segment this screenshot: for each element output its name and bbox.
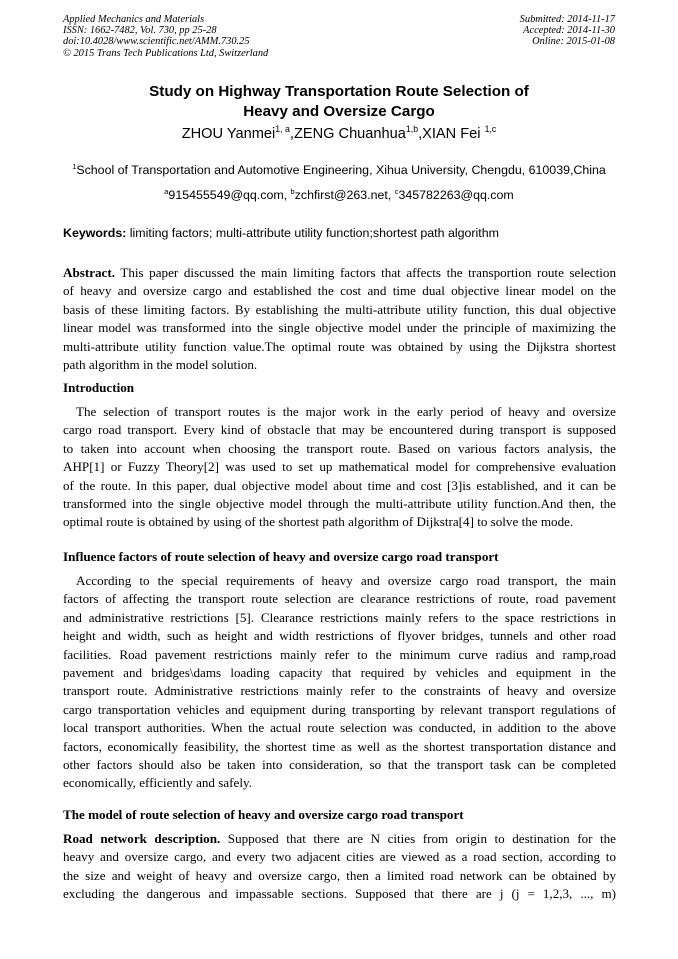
- abstract-line: linear model was transformed into the single objective model under the principle of maximizing the: [63, 320, 616, 336]
- email-sep: ,: [283, 188, 291, 202]
- paragraph-line: other factors should also be taken into consideration, so that the transport task can be completed: [63, 756, 616, 772]
- journal-name: Applied Mechanics and Materials: [63, 14, 205, 25]
- paragraph-line: transformed into the single objective model through the multi-attribute utility function.And then, the: [63, 495, 616, 511]
- paragraph-line: heavy and oversize cargo, and every two adjacent cities are viewed as a road section, according to: [63, 849, 616, 865]
- keywords: [63, 225, 499, 241]
- paragraph-line: facilities. Road pavement restrictions mainly refer to the minimum curve radius and ramp,road: [63, 646, 616, 662]
- paragraph-text: Supposed that there are N cities from origin to destination for the: [220, 831, 616, 846]
- paragraph-line: transport route. Administrative restrictions mainly refer to the constraints of heavy and oversize: [63, 683, 616, 699]
- author-sep: ,: [418, 126, 423, 142]
- paper-title: [0, 82, 678, 122]
- author-list: [0, 125, 678, 143]
- abstract-line: multi-attribute utility function value.The optimal route was obtained by using the Dijkstra shortest: [63, 338, 616, 354]
- keywords-text: limiting factors; multi-attribute utility function;shortest path algorithm: [126, 226, 499, 240]
- journal-doi: doi:10.4028/www.scientific.net/AMM.730.25: [63, 36, 250, 48]
- model-body: [63, 830, 616, 904]
- author-sup: 1,c: [484, 124, 497, 135]
- email-link[interactable]: 915455549@qq.com: [168, 188, 284, 202]
- paragraph-line: factors, economically feasibility, the shortest time as well as the shortest transportation distance and: [63, 738, 616, 754]
- affiliation-text: School of Transportation and Automotive Engineering, Xihua University, Chengdu, 610039,China: [76, 163, 606, 177]
- paragraph-line: cargo road transport. Every kind of obstacle that may be encountered during transport is supposed: [63, 422, 616, 438]
- paragraph-line: of the route. In this paper, dual objective model about time and cost [3]is established, and it can be: [63, 477, 616, 493]
- email-sup: c: [394, 186, 399, 196]
- submitted-date: Submitted: 2014-11-17: [519, 14, 615, 25]
- journal-issn: ISSN: 1662-7482, Vol. 730, pp 25-28: [63, 25, 217, 37]
- paragraph-line: economically, efficiently and safely.: [63, 775, 252, 791]
- introduction-body: [63, 403, 616, 532]
- section-heading-introduction: Introduction: [63, 380, 135, 395]
- paragraph-line: the size and weight of heavy and oversize cargo, then a limited road network can be obtained by: [63, 867, 616, 883]
- paragraph-line: pavement and bridges\dams loading capacity that required by vehicles and equipment in the: [63, 664, 616, 680]
- paragraph-line: According to the special requirements of heavy and oversize cargo road transport, the main: [76, 573, 616, 588]
- author-sep: ,: [289, 126, 294, 142]
- email-link[interactable]: 345782263@qq.com: [398, 188, 514, 202]
- paragraph-line: local transport authorities. When the actual route selection was conducted, in addition to the above: [63, 720, 616, 736]
- email-sup: b: [290, 186, 295, 196]
- author-name: ZENG Chuanhua: [293, 126, 406, 142]
- author-name: ZHOU Yanmei: [181, 126, 276, 142]
- keywords-label: Keywords:: [63, 226, 127, 240]
- paragraph-line: The selection of transport routes is the major work in the early period of heavy and oversize: [76, 404, 616, 419]
- author-sup: 1, a: [275, 124, 290, 135]
- abstract-line: [63, 264, 616, 282]
- paragraph-line: height and width, such as height and width restrictions of flyover bridges, tunnels and other road: [63, 628, 616, 644]
- abstract: [63, 264, 616, 374]
- affiliation: [0, 162, 678, 178]
- paragraph-line: [63, 830, 616, 848]
- affiliation-sup: 1: [72, 161, 77, 171]
- submission-dates: [520, 14, 615, 48]
- email-link[interactable]: zchfirst@263.net: [294, 188, 388, 202]
- paragraph-line: to taken into account when choosing the transport route. Based on various factors analysis, the: [63, 440, 616, 456]
- abstract-line: path algorithm in the model solution.: [63, 356, 258, 372]
- abstract-label: Abstract.: [63, 265, 115, 280]
- paragraph-line: cargo transportation vehicles and equipment during transporting by relevant transport regulations of: [63, 701, 616, 717]
- online-date: Online: 2015-01-08: [532, 36, 615, 48]
- journal-info: [63, 14, 268, 59]
- abstract-line: basis of these limiting factors. By establishing the multi-attribute utility function, this dual objective: [63, 301, 616, 317]
- title-line-1: Study on Highway Transportation Route Selection of: [149, 83, 529, 100]
- paragraph-line: excluding the dangerous and impassable sections. Supposed that there are j (j = 1,2,3, ..., m): [63, 886, 616, 902]
- subheading-road-network: Road network description.: [63, 831, 221, 846]
- journal-copyright: © 2015 Trans Tech Publications Ltd, Switzerland: [63, 47, 269, 59]
- influence-factors-body: [63, 572, 616, 793]
- accepted-date: Accepted: 2014-11-30: [523, 25, 615, 37]
- paragraph-line: factors of affecting the transport route selection are clearance restrictions of route, road pavement: [63, 591, 616, 607]
- section-heading-influence-factors: Influence factors of route selection of heavy and oversize cargo road transport: [63, 549, 499, 564]
- email-sup: a: [164, 186, 169, 196]
- abstract-text: This paper discussed the main limiting factors that affects the transportion route selection: [115, 265, 616, 280]
- author-sup: 1,b: [405, 124, 419, 135]
- paragraph-line: and administrative restrictions [5]. Clearance restrictions mainly refers to the space restrictions in: [63, 609, 616, 625]
- abstract-line: of heavy and oversize cargo and established the cost and time dual objective linear model on the: [63, 283, 616, 299]
- paragraph-line: optimal route is obtained by using of the shortest path algorithm of Dijkstra[4] to solve the mode.: [63, 514, 574, 530]
- author-emails: [0, 187, 678, 203]
- paragraph-line: AHP[1] or Fuzzy Theory[2] was used to set up mathematical model for comprehensive evaluation: [63, 459, 616, 475]
- title-line-2: Heavy and Oversize Cargo: [243, 103, 435, 120]
- email-sep: ,: [387, 188, 395, 202]
- section-heading-model: The model of route selection of heavy and oversize cargo road transport: [63, 807, 464, 822]
- author-name: XIAN Fei: [422, 126, 485, 142]
